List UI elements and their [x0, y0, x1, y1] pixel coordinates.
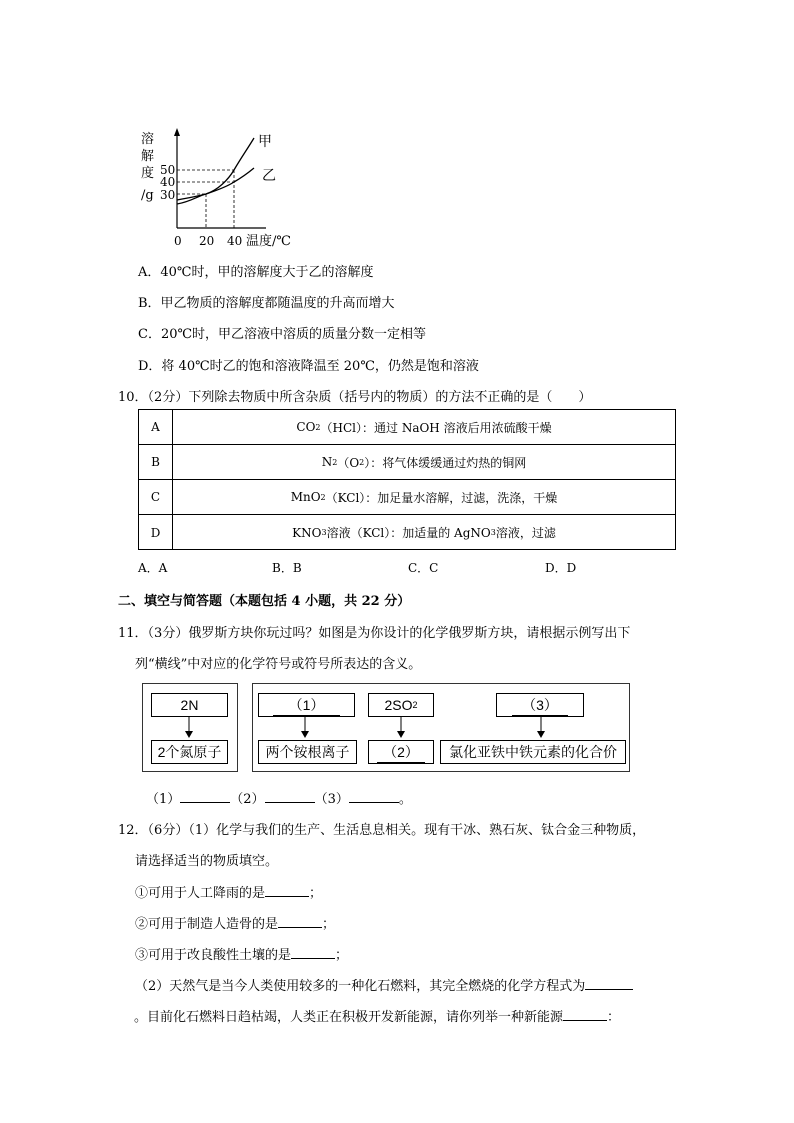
x-tick-0: 0 [174, 234, 182, 248]
q11-answer-line: （1） （2） （3） 。 [146, 792, 412, 807]
answer-blank[interactable] [291, 958, 335, 959]
table-row [139, 515, 675, 550]
example-bottom-box: 2个氮原子 [151, 740, 228, 764]
answer-blank[interactable] [563, 1020, 607, 1021]
table-row [139, 480, 675, 515]
arrow-down-icon [183, 717, 195, 739]
answer-blank-3[interactable] [349, 802, 399, 803]
arrow-down-icon [299, 717, 311, 739]
row-label: A [139, 410, 173, 444]
q12-item-3: ③可用于改良酸性土壤的是 ； [135, 948, 349, 963]
q10-choice-b: B．B [272, 561, 302, 575]
curve-yi [177, 168, 254, 200]
q11-stem-line2: 列“横线”中对应的化学符号或符号所表达的含义。 [135, 657, 422, 672]
q10-stem: 10．（2分）下列除去物质中所含杂质（括号内的物质）的方法不正确的是（ ） [118, 390, 592, 405]
q10-choice-a: A．A [138, 561, 168, 575]
y-tick-50: 50 [160, 163, 176, 177]
arrow-down-icon [395, 717, 407, 739]
q9-option-a: A．40℃时，甲的溶解度大于乙的溶解度 [138, 265, 374, 280]
q10-choice-d: D．D [545, 561, 577, 575]
y-tick-40: 40 [160, 175, 176, 189]
answer-blank[interactable] [278, 927, 322, 928]
row-method: CO 2 （HCl）：通过 NaOH 溶液后用浓硫酸干燥 [296, 420, 552, 435]
q12-item-2: ②可用于制造人造骨的是 ； [135, 917, 336, 932]
q9-option-d: D．将 40℃时乙的饱和溶液降温至 20℃，仍然是饱和溶液 [138, 359, 479, 374]
row-method: KNO 3 溶液（KCl）：加适量的 AgNO 3 溶液，过滤 [292, 525, 556, 540]
q12-stem-line1: 12．（6分）（1）化学与我们的生产、生活息息相关。现有干冰、熟石灰、钛合金三种物质， [118, 823, 646, 838]
q11-stem-line1: 11．（3分）俄罗斯方块你玩过吗？如图是为你设计的化学俄罗斯方块，请根据示例写出下 [118, 626, 631, 641]
q12-item-1: ①可用于人工降雨的是 ； [135, 886, 323, 901]
ylabel-char-3: 度 [141, 166, 155, 181]
answer-blank-1[interactable] [180, 802, 230, 803]
q12-part2-line2: 。目前化石燃料日趋枯竭，人类正在积极开发新能源，请你列举一种新能源 ： [134, 1010, 621, 1025]
ylabel-char-2: 解 [141, 149, 155, 164]
section-heading: 二、填空与简答题（本题包括 4 小题，共 22 分） [118, 594, 411, 609]
answer-blank[interactable] [585, 989, 633, 990]
blank-2-box: （2） [368, 740, 434, 764]
row-label: B [139, 445, 173, 479]
y-axis-arrow [174, 128, 180, 136]
row-label: C [139, 480, 173, 514]
q10-table [138, 409, 676, 550]
blank-3-box: （3） [496, 693, 584, 717]
example-top-box: 2N [151, 693, 228, 717]
solubility-chart [138, 126, 298, 250]
ylabel-char-1: 溶 [141, 132, 155, 147]
valence-box: 氯化亚铁中铁元素的化合价 [440, 740, 626, 764]
series-label-yi: 乙 [262, 168, 276, 184]
y-tick-30: 30 [160, 188, 176, 202]
so2-box: 2SO 2 [368, 693, 434, 717]
table-row [139, 445, 675, 480]
x-tick-20: 20 [199, 234, 215, 248]
q10-choice-c: C．C [408, 561, 439, 575]
answer-blank[interactable] [265, 896, 309, 897]
q12-part2-line1: （2）天然气是当今人类使用较多的一种化石燃料，其完全燃烧的化学方程式为 [135, 975, 633, 994]
ylabel-char-4: /g [141, 188, 154, 203]
q9-option-b: B．甲乙物质的溶解度都随温度的升高而增大 [138, 296, 395, 311]
series-label-jia: 甲 [258, 134, 272, 150]
ammonium-box: 两个铵根离子 [258, 740, 357, 764]
x-axis-label: 温度/℃ [246, 234, 291, 249]
answer-blank-2[interactable] [265, 802, 315, 803]
row-method: MnO 2 （KCl）：加足量水溶解，过滤，洗涤，干燥 [290, 490, 558, 505]
row-method: N 2 （O 2 ）：将气体缓缓通过灼热的铜网 [321, 455, 527, 470]
q12-stem-line2: 请选择适当的物质填空。 [135, 854, 279, 869]
arrow-down-icon [535, 717, 547, 739]
blank-1-box: （1） [258, 693, 355, 717]
x-tick-40: 40 [227, 234, 243, 248]
table-row [139, 410, 675, 445]
q9-option-c: C．20℃时，甲乙溶液中溶质的质量分数一定相等 [138, 327, 427, 342]
row-label: D [139, 515, 173, 550]
